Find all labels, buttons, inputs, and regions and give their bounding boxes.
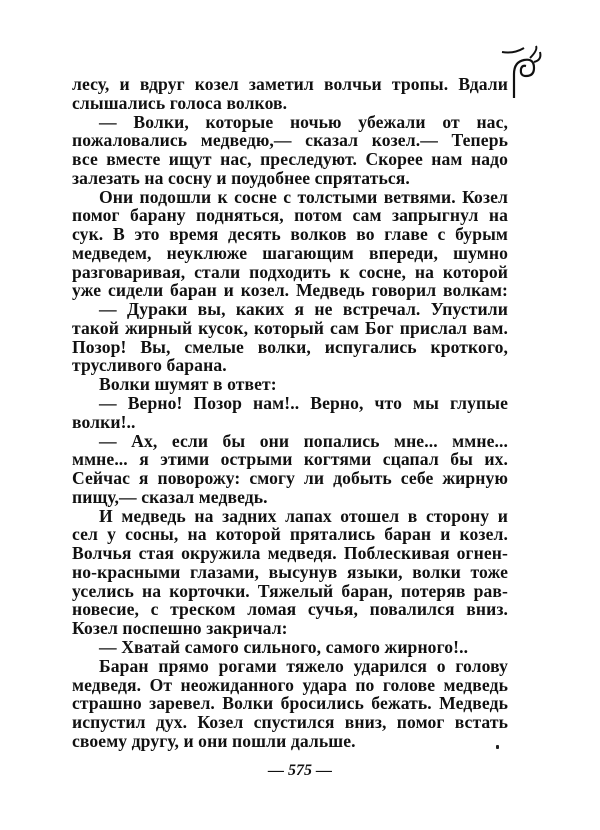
text-line: — Хватай самого сильного, самого жирного!..: [99, 636, 469, 657]
text-line: Волки шумят в ответ:: [99, 374, 277, 395]
text-line: Баран прямо рогами тяжело ударился о голову: [99, 655, 508, 676]
text-line: слышались голоса волков.: [72, 92, 288, 113]
page-number: — 575 —: [268, 762, 332, 779]
text-line: Волчья стая окружила медведя. Поблескивая огнен-: [72, 543, 508, 564]
text-line: сел у сосны, на которой прятались баран и козел.: [72, 524, 508, 545]
text-line: пожаловались медведю,— сказал козел.— Теперь: [72, 130, 508, 151]
text-line: ммне... я этими острыми когтями сцапал бы их.: [72, 449, 508, 470]
text-line: — Дураки вы, каких я не встречал. Упустили: [99, 299, 508, 320]
text-line: трусливого барана.: [72, 355, 227, 376]
text-line: медведя. От неожиданного удара по голове медведь: [72, 674, 508, 695]
text-line: — Волки, которые ночью убежали от нас,: [99, 111, 508, 132]
text-line: разговаривая, стали подходить к сосне, на которой: [72, 261, 508, 282]
text-line: Козел поспешно закричал:: [72, 618, 288, 639]
text-line: такой жирный кусок, который сам Бог прислал вам.: [72, 317, 508, 338]
text-line: но-красными глазами, высунув языки, волки тоже: [72, 561, 508, 582]
text-line: своему другу, и они пошли дальше.: [72, 730, 356, 751]
text-line: волки!..: [72, 411, 136, 432]
text-line: сук. В это время десять волков во главе с бурым: [72, 224, 508, 245]
text-line: Они подошли к сосне с толстыми ветвями. Козел: [99, 186, 508, 207]
page-body-text: [72, 75, 508, 751]
text-line: Сейчас я поворожу: смогу ли добыть себе жирную: [72, 468, 508, 489]
text-line: уже сидели баран и козел. Медведь говорил волкам:: [72, 280, 508, 301]
text-line: помог барану подняться, потом сам запрыгнул на: [72, 205, 508, 226]
text-line: пищу,— сказал медведь.: [72, 486, 268, 507]
text-line: залезать на сосну и поудобнее спрятаться.: [72, 167, 410, 188]
text-line: Позор! Вы, смелые волки, испугались кроткого,: [72, 336, 508, 357]
text-line: уселись на корточки. Тяжелый баран, потеряв рав-: [72, 580, 508, 601]
text-line: все вместе ищут нас, преследуют. Скорее нам надо: [72, 149, 508, 170]
text-line: — Ах, если бы они попались мне... ммне...: [99, 430, 508, 451]
text-line: И медведь на задних лапах отошел в сторону и: [99, 505, 508, 526]
print-speck: [496, 745, 499, 749]
text-line: медведем, неуклюже шагающим впереди, шумно: [72, 242, 508, 263]
text-line: страшно заревел. Волки бросились бежать. Медведь: [72, 693, 508, 714]
text-line: — Верно! Позор нам!.. Верно, что мы глупые: [99, 393, 508, 414]
text-line: лесу, и вдруг козел заметил волчьи тропы. Вдали: [72, 74, 508, 94]
text-line: испустил дух. Козел спустился вниз, помог встать: [72, 712, 508, 733]
text-line: новесие, с треском ломая сучья, повалился вниз.: [72, 599, 508, 620]
